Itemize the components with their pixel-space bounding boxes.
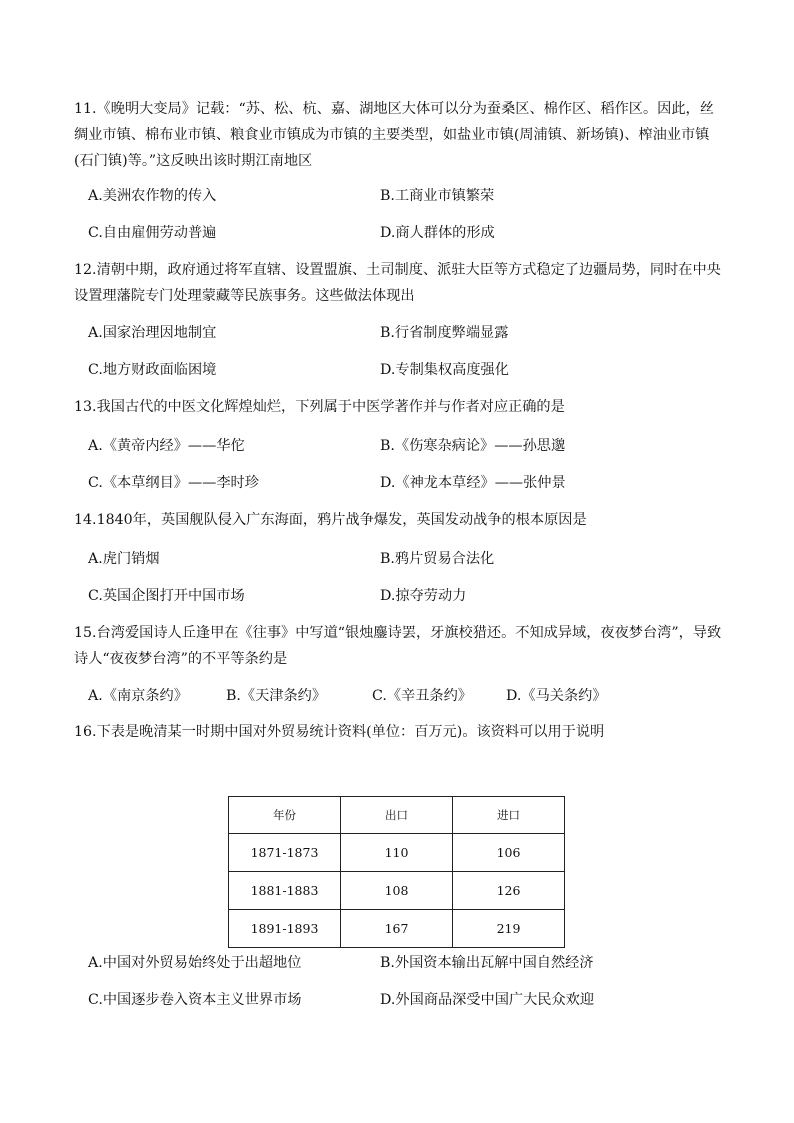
- table-row: [229, 872, 565, 910]
- q16-option-a[interactable]: A.中国对外贸易始终处于出超地位: [88, 955, 302, 971]
- q13-option-a[interactable]: A.《黄帝内经》——华佗: [88, 438, 245, 454]
- cell-import: 219: [453, 910, 565, 948]
- trade-statistics-table: [228, 796, 565, 948]
- table-row: [229, 910, 565, 948]
- q12-option-a[interactable]: A.国家治理因地制宜: [88, 325, 217, 341]
- q11-option-a[interactable]: A.美洲农作物的传入: [88, 188, 217, 204]
- cell-import: 126: [453, 872, 565, 910]
- question-12-stem: [74, 257, 748, 309]
- q16-option-b[interactable]: B.外国资本输出瓦解中国自然经济: [380, 955, 594, 971]
- q13-option-b[interactable]: B.《伤寒杂病论》——孙思邈: [380, 438, 566, 454]
- q11-option-b[interactable]: B.工商业市镇繁荣: [380, 188, 495, 204]
- stem-line: 13.我国古代的中医文化辉煌灿烂，下列属于中医学著作并与作者对应正确的是: [74, 399, 565, 415]
- table-row: [229, 834, 565, 872]
- question-16-stem: [74, 719, 748, 745]
- q14-option-d[interactable]: D.掠夺劳动力: [380, 588, 467, 604]
- q13-option-d[interactable]: D.《神龙本草经》——张仲景: [380, 475, 566, 491]
- stem-line: 16.下表是晚清某一时期中国对外贸易统计资料(单位：百万元)。该资料可以用于说明: [74, 724, 605, 740]
- stem-line: 11.《晚明大变局》记载：“苏、松、杭、嘉、湖地区大体可以分为蚕桑区、棉作区、稻作区。因此，丝: [74, 101, 714, 117]
- stem-line: 诗人“夜夜梦台湾”的不平等条约是: [74, 651, 288, 667]
- question-13-stem: [74, 394, 748, 420]
- q11-option-d[interactable]: D.商人群体的形成: [380, 225, 495, 241]
- header-year: 年份: [229, 797, 341, 834]
- q12-option-d[interactable]: D.专制集权高度强化: [380, 362, 509, 378]
- cell-year: 1881-1883: [229, 872, 341, 910]
- q14-option-c[interactable]: C.英国企图打开中国市场: [88, 588, 245, 604]
- q14-option-b[interactable]: B.鸦片贸易合法化: [380, 551, 495, 567]
- cell-year: 1871-1873: [229, 834, 341, 872]
- stem-line: 绸业市镇、棉布业市镇、粮食业市镇成为市镇的主要类型，如盐业市镇(周浦镇、新场镇)、榨油业市镇: [74, 127, 710, 143]
- header-export: 出口: [341, 797, 453, 834]
- q15-option-d[interactable]: D.《马关条约》: [506, 688, 607, 704]
- stem-line: 14.1840年，英国舰队侵入广东海面，鸦片战争爆发，英国发动战争的根本原因是: [74, 512, 587, 528]
- q15-option-c[interactable]: C.《辛丑条约》: [372, 688, 472, 704]
- q12-option-b[interactable]: B.行省制度弊端显露: [380, 325, 509, 341]
- table-header-row: [229, 797, 565, 834]
- question-15-stem: [74, 620, 748, 672]
- cell-export: 110: [341, 834, 453, 872]
- q12-option-c[interactable]: C.地方财政面临困境: [88, 362, 217, 378]
- stem-line: 15.台湾爱国诗人丘逢甲在《往事》中写道“银烛鏖诗罢，牙旗校猎还。不知成异域，夜夜梦台湾”，导致: [74, 625, 722, 641]
- stem-line: (石门镇)等。”这反映出该时期江南地区: [74, 153, 313, 169]
- stem-line: 12.清朝中期，政府通过将军直辖、设置盟旗、土司制度、派驻大臣等方式稳定了边疆局势，同时在中央: [74, 262, 721, 278]
- q14-option-a[interactable]: A.虎门销烟: [88, 551, 160, 567]
- q15-option-b[interactable]: B.《天津条约》: [226, 688, 327, 704]
- question-14-stem: [74, 507, 748, 533]
- q16-option-d[interactable]: D.外国商品深受中国广大民众欢迎: [380, 992, 595, 1008]
- q15-option-a[interactable]: A.《南京条约》: [88, 688, 188, 704]
- cell-year: 1891-1893: [229, 910, 341, 948]
- header-import: 进口: [453, 797, 565, 834]
- q16-option-c[interactable]: C.中国逐步卷入资本主义世界市场: [88, 992, 302, 1008]
- stem-line: 设置理藩院专门处理蒙藏等民族事务。这些做法体现出: [74, 288, 415, 304]
- cell-export: 167: [341, 910, 453, 948]
- cell-import: 106: [453, 834, 565, 872]
- q11-option-c[interactable]: C.自由雇佣劳动普遍: [88, 225, 217, 241]
- q13-option-c[interactable]: C.《本草纲目》——李时珍: [88, 475, 259, 491]
- cell-export: 108: [341, 872, 453, 910]
- question-11-stem: [74, 96, 748, 174]
